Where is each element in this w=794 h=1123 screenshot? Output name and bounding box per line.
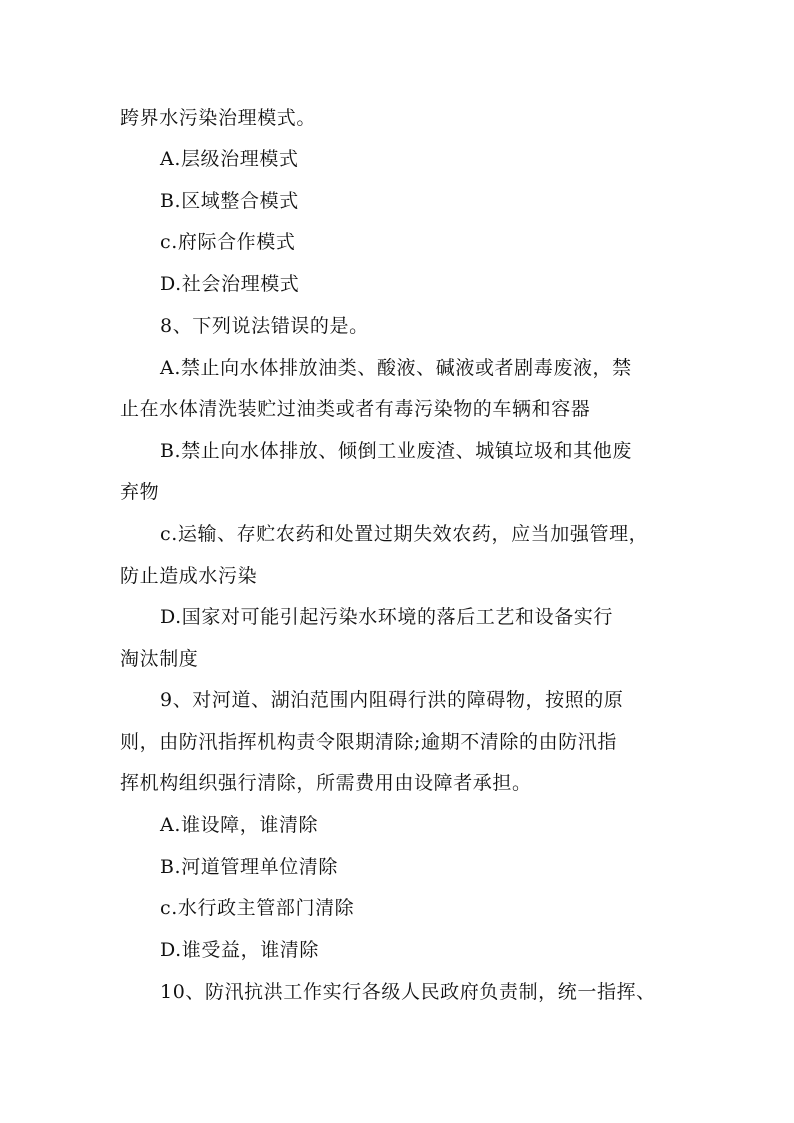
option-b: B.区域整合模式 [160,190,299,212]
text-line: 跨界水污染治理模式。 [120,107,317,129]
option-b: B.禁止向水体排放、倾倒工业废渣、城镇垃圾和其他废 [160,440,633,462]
option-d: D.社会治理模式 [160,273,300,295]
option-d: D.国家对可能引起污染水环境的落后工艺和设备实行 [160,606,613,628]
option-c: c.水行政主管部门清除 [160,897,355,919]
option-d: D.谁受益，谁清除 [160,939,319,961]
text-line: 弃物 [120,481,160,503]
text-line: 挥机构组织强行清除，所需费用由设障者承担。 [120,772,532,794]
question-9: 9、对河道、湖泊范围内阻碍行洪的障碍物，按照的原 [160,689,624,711]
text-line: 则，由防汛指挥机构责令限期清除;逾期不清除的由防汛指 [120,731,618,753]
text-line: 防止造成水污染 [120,565,258,587]
question-10: 10、防汛抗洪工作实行各级人民政府负责制，统一指挥、 [160,981,656,1003]
option-b: B.河道管理单位清除 [160,856,339,878]
option-a: A.谁设障，谁清除 [160,814,319,836]
option-a: A.层级治理模式 [160,148,299,170]
option-c: c.府际合作模式 [160,231,296,253]
text-line: 止在水体清洗装贮过油类或者有毒污染物的车辆和容器 [120,398,591,420]
text-line: 淘汰制度 [120,648,199,670]
question-8: 8、下列说法错误的是。 [160,315,369,337]
option-a: A.禁止向水体排放油类、酸液、碱液或者剧毒废液，禁 [160,357,632,379]
option-c: c.运输、存贮农药和处置过期失效农药，应当加强管理， [160,523,649,545]
